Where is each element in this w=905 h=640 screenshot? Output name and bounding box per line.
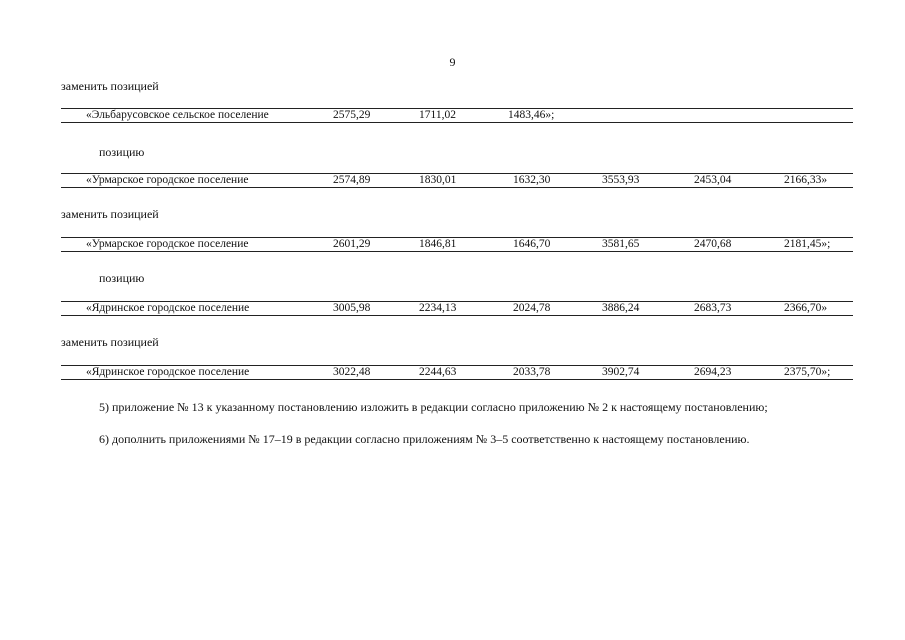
value-1: 2575,29 bbox=[333, 109, 371, 121]
value-2: 1830,01 bbox=[419, 174, 457, 186]
value-5: 2470,68 bbox=[694, 238, 732, 250]
instruction-position-2: позицию bbox=[99, 271, 145, 285]
value-3: 1483,46»; bbox=[508, 109, 555, 121]
value-2: 2244,63 bbox=[419, 366, 457, 378]
page-number: 9 bbox=[449, 55, 456, 69]
value-1: 3005,98 bbox=[333, 302, 371, 314]
value-2: 1846,81 bbox=[419, 238, 457, 250]
instruction-position-1: позицию bbox=[99, 145, 145, 159]
value-4: 3553,93 bbox=[602, 174, 640, 186]
instruction-replace-1: заменить позицией bbox=[61, 79, 159, 93]
value-3: 2033,78 bbox=[513, 366, 551, 378]
value-6: 2375,70»; bbox=[784, 366, 831, 378]
value-6: 2181,45»; bbox=[784, 238, 831, 250]
table-row bbox=[61, 237, 853, 252]
value-5: 2683,73 bbox=[694, 302, 732, 314]
settlement-name: «Урмарское городское поселение bbox=[86, 238, 249, 250]
value-4: 3886,24 bbox=[602, 302, 640, 314]
value-1: 2601,29 bbox=[333, 238, 371, 250]
instruction-replace-3: заменить позицией bbox=[61, 335, 159, 349]
value-1: 3022,48 bbox=[333, 366, 371, 378]
value-5: 2453,04 bbox=[694, 174, 732, 186]
value-5: 2694,23 bbox=[694, 366, 732, 378]
settlement-name: «Эльбарусовское сельское поселение bbox=[86, 109, 269, 121]
value-3: 1632,30 bbox=[513, 174, 551, 186]
settlement-name: «Урмарское городское поселение bbox=[86, 174, 249, 186]
table-row bbox=[61, 108, 853, 123]
value-4: 3581,65 bbox=[602, 238, 640, 250]
table-row bbox=[61, 365, 853, 380]
settlement-name: «Ядринское городское поселение bbox=[86, 302, 250, 314]
value-2: 1711,02 bbox=[419, 109, 456, 121]
value-6: 2366,70» bbox=[784, 302, 828, 314]
value-3: 1646,70 bbox=[513, 238, 551, 250]
paragraph-item-6: 6) дополнить приложениями № 17–19 в редакции согласно приложениям № 3–5 соответственно к настоящему постановлению. bbox=[99, 432, 750, 446]
table-row bbox=[61, 301, 853, 316]
value-1: 2574,89 bbox=[333, 174, 371, 186]
value-4: 3902,74 bbox=[602, 366, 640, 378]
value-3: 2024,78 bbox=[513, 302, 551, 314]
instruction-replace-2: заменить позицией bbox=[61, 207, 159, 221]
settlement-name: «Ядринское городское поселение bbox=[86, 366, 250, 378]
value-6: 2166,33» bbox=[784, 174, 828, 186]
table-row bbox=[61, 173, 853, 188]
value-2: 2234,13 bbox=[419, 302, 457, 314]
paragraph-item-5: 5) приложение № 13 к указанному постановлению изложить в редакции согласно приложению № 2 к настоящему постановлению; bbox=[99, 400, 768, 414]
